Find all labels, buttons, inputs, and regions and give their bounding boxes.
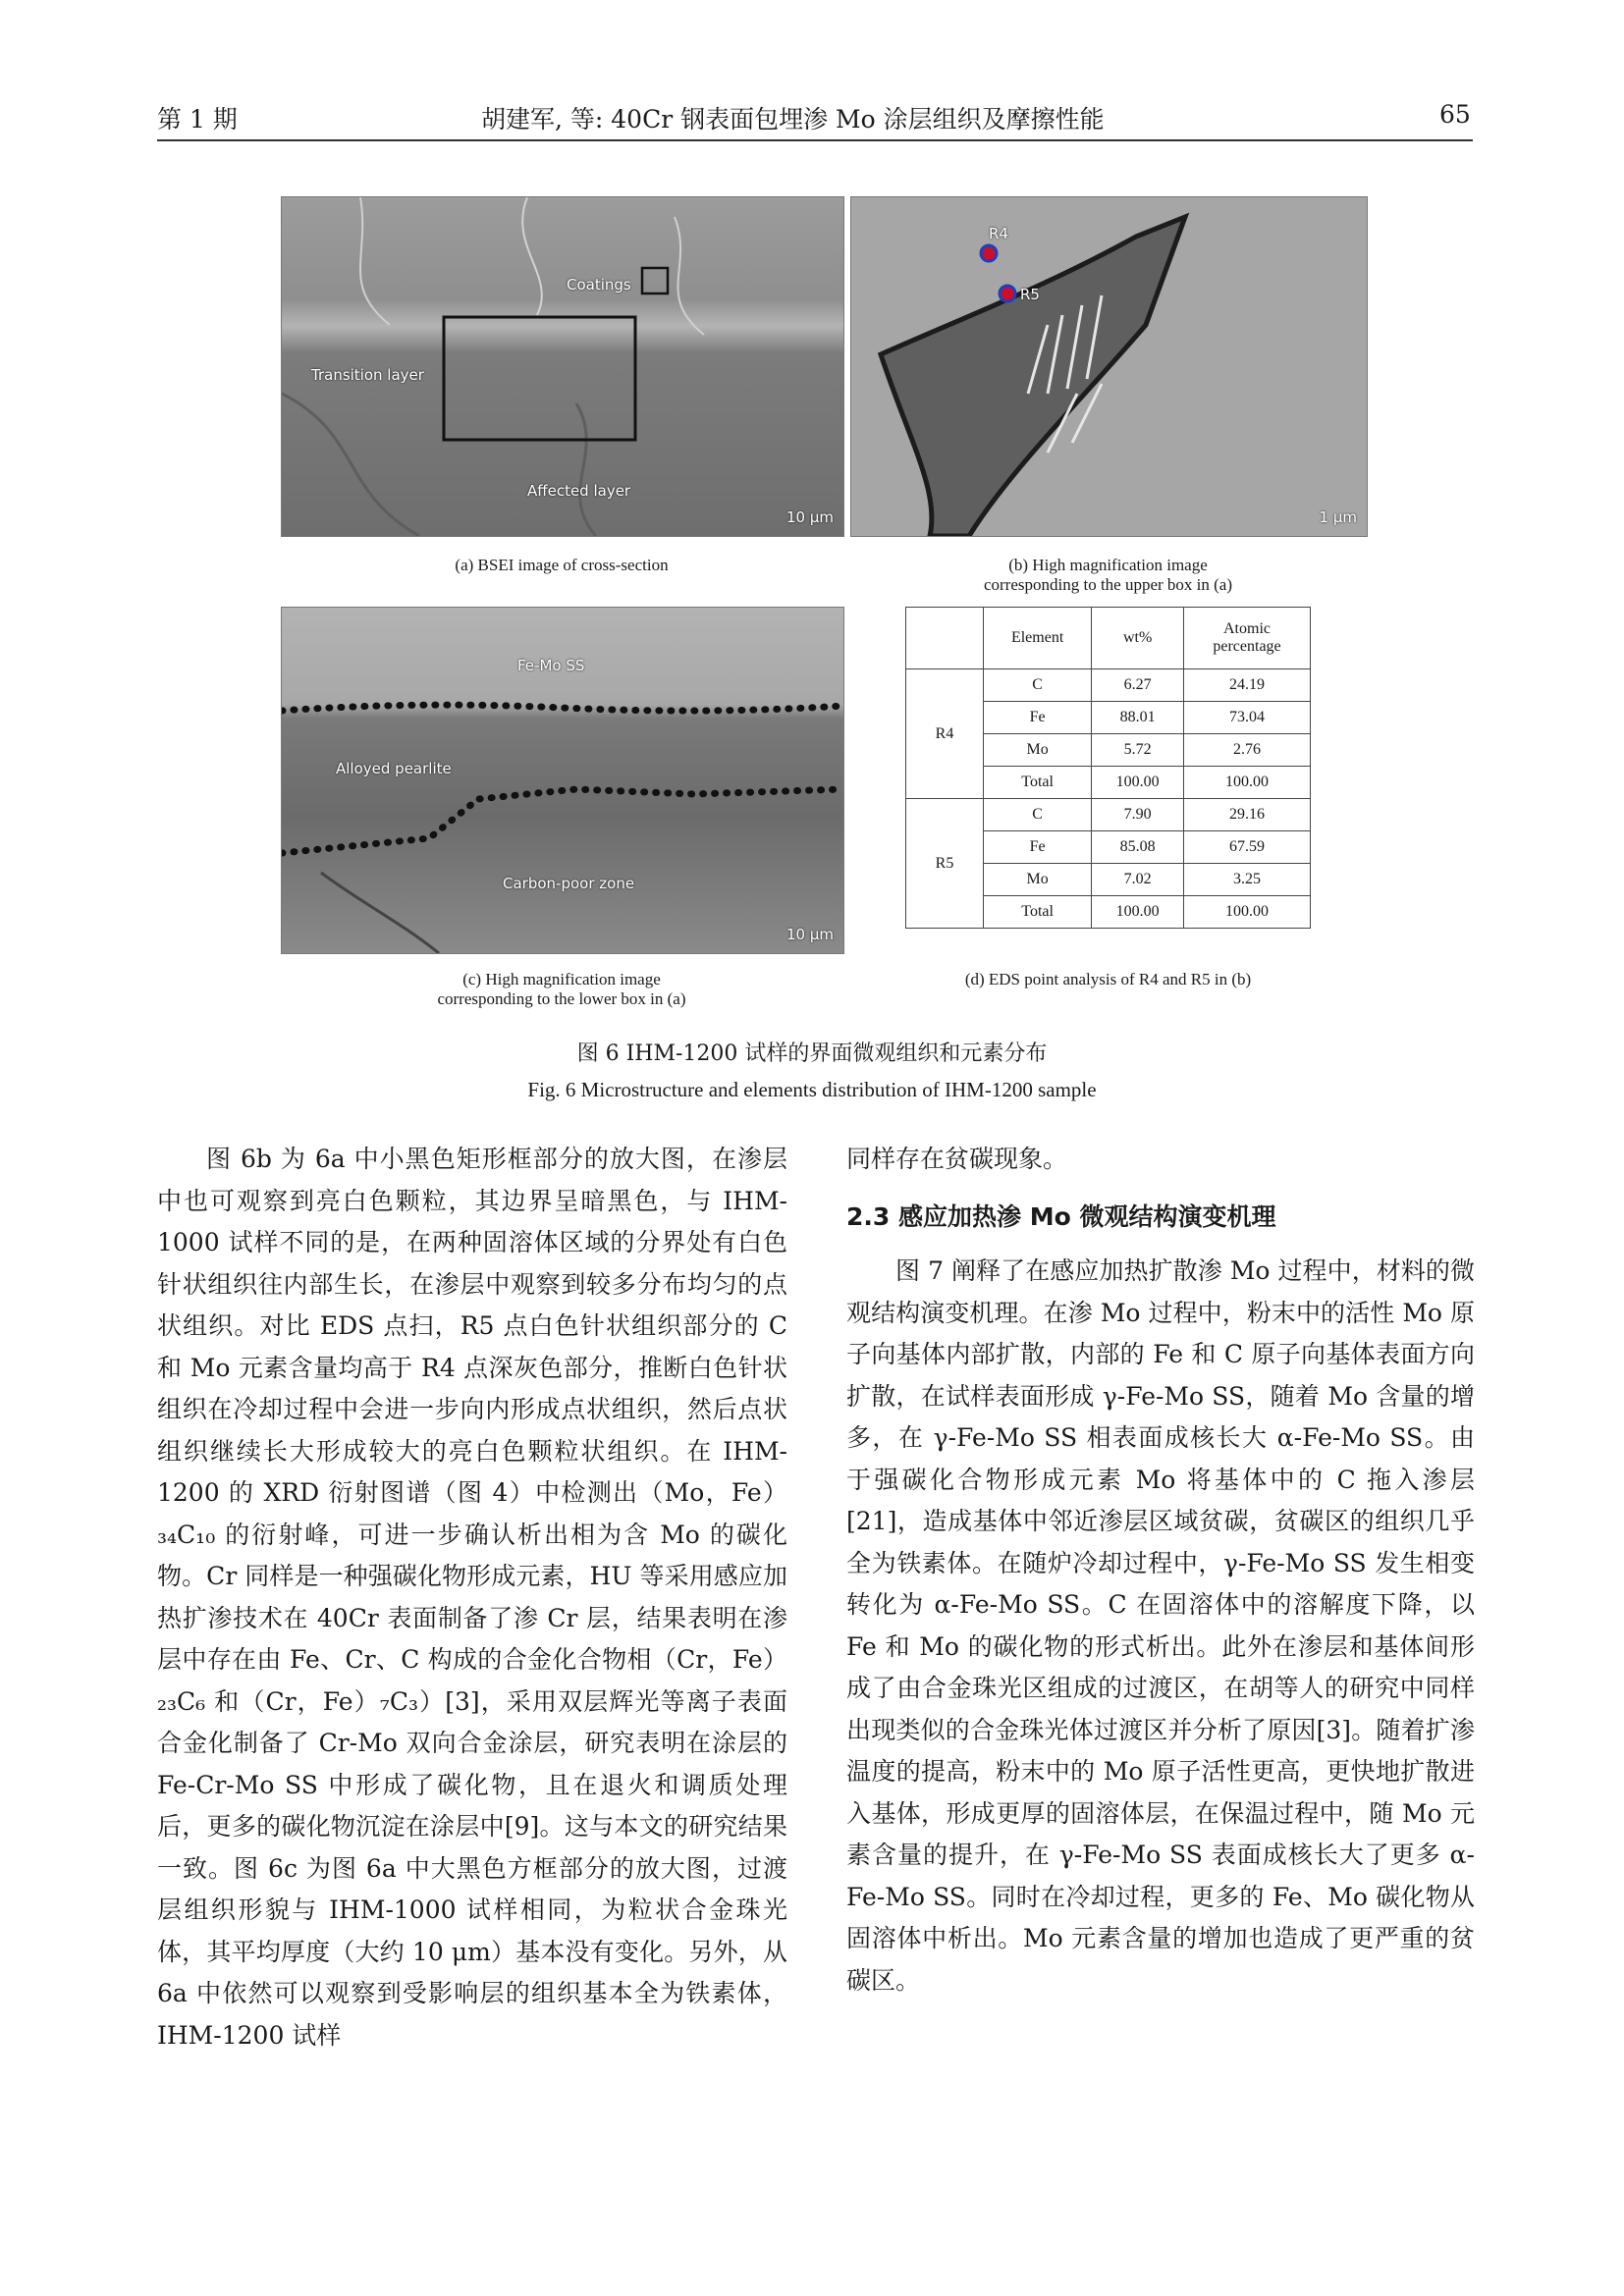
scale-bar-a: 10 μm	[785, 508, 834, 526]
caption-c-line1: (c) High magnification image	[462, 970, 661, 988]
eds-header-point	[906, 608, 984, 669]
caption-a: (a) BSEI image of cross-section	[455, 556, 669, 574]
eds-table	[905, 607, 1311, 929]
page-number: 65	[1439, 100, 1471, 129]
eds-point-r4: R4	[906, 669, 984, 799]
left-paragraph: 图 6b 为 6a 中小黑色矩形框部分的放大图，在渗层中也可观察到亮白色颗粒，其边界呈暗黑色，与 IHM-1000 试样不同的是，在两种固溶体区域的分界处有白色针状组织往内部生长，在渗层中观察到较多分布均匀的点状组织。对比 EDS 点扫，R5 点白色针状组织部分的 C 和 Mo 元素含量均高于 R4 点深灰色部分，推断白色针状组织在冷却过程中会进一步向内形成点状组织，然后点状组织继续长大形成较大的亮白色颗粒状组织。在 IHM-1200 的 XRD 衍射图谱（图 4）中检测出（Mo，Fe）₃₄C₁₀ 的衍射峰，可进一步确认析出相为含 Mo 的碳化物。Cr 同样是一种强碳化物形成元素，HU 等采用感应加热扩渗技术在 40Cr 表面制备了渗 Cr 层，结果表明在渗层中存在由 Fe、Cr、C 构成的合金化合物相（Cr，Fe）₂₃C₆ 和（Cr，Fe）₇C₃）[3]，采用双层辉光等离子表面合金化制备了 Cr-Mo 双向合金涂层，研究表明在涂层的 Fe-Cr-Mo SS 中形成了碳化物，且在退火和调质处理后，更多的碳化物沉淀在涂层中[9]。这与本文的研究结果一致。图 6c 为图 6a 中大黑色方框部分的放大图，过渡层组织形貌与 IHM-1000 试样相同，为粒状合金珠光体，其平均厚度（大约 10 μm）基本没有变化。另外，从 6a 中依然可以观察到受影响层的组织基本全为铁素体，IHM-1200 试样	[157, 1145, 787, 2050]
eds-cell: 29.16	[1184, 799, 1311, 831]
eds-cell: 67.59	[1184, 831, 1311, 864]
eds-cell: 88.01	[1092, 702, 1184, 734]
eds-cell: 100.00	[1184, 896, 1311, 929]
upper-box	[642, 268, 668, 294]
eds-cell: Mo	[984, 864, 1092, 896]
eds-point-r5: R5	[906, 799, 984, 929]
panel-b-texture	[851, 197, 1367, 536]
eds-header-row	[906, 608, 1311, 669]
eds-cell: Fe	[984, 702, 1092, 734]
figure-panel-a	[281, 196, 844, 537]
header-rule	[157, 139, 1473, 141]
eds-cell: Fe	[984, 831, 1092, 864]
label-carbon-poor-zone: Carbon-poor zone	[503, 875, 635, 892]
right-continuation: 同样存在贫碳现象。	[846, 1145, 1068, 1173]
eds-cell: C	[984, 669, 1092, 702]
scale-bar-c: 10 μm	[785, 926, 834, 943]
eds-cell: 100.00	[1092, 767, 1184, 799]
eds-cell: 85.08	[1092, 831, 1184, 864]
label-fe-mo-ss: Fe-Mo SS	[517, 657, 585, 674]
caption-c	[281, 970, 842, 1009]
lower-box	[444, 317, 635, 440]
caption-d: (d) EDS point analysis of R4 and R5 in (b)	[964, 970, 1252, 988]
eds-header-wt: wt%	[1092, 608, 1184, 669]
eds-cell: 24.19	[1184, 669, 1311, 702]
eds-cell: 7.02	[1092, 864, 1184, 896]
eds-cell: 5.72	[1092, 734, 1184, 767]
figure-panel-c	[281, 607, 844, 954]
marker-r5	[1000, 286, 1015, 301]
eds-cell: 100.00	[1092, 896, 1184, 929]
table-row	[906, 799, 1311, 831]
eds-cell: Total	[984, 896, 1092, 929]
eds-header-element: Element	[984, 608, 1092, 669]
eds-cell: 2.76	[1184, 734, 1311, 767]
eds-cell: 3.25	[1184, 864, 1311, 896]
eds-cell: C	[984, 799, 1092, 831]
figure-caption-en: Fig. 6 Microstructure and elements distribution of IHM-1200 sample	[527, 1078, 1097, 1101]
interface-dots-lower	[282, 789, 843, 853]
eds-header-atomic: Atomic percentage	[1184, 608, 1311, 669]
interface-dots-upper	[282, 705, 843, 711]
right-paragraph: 图 7 阐释了在感应加热扩散渗 Mo 过程中，材料的微观结构演变机理。在渗 Mo 过程中，粉末中的活性 Mo 原子向基体内部扩散，内部的 Fe 和 C 原子向基体表面方向扩散，在试样表面形成 γ-Fe-Mo SS，随着 Mo 含量的增多，在 γ-Fe-Mo SS 相表面成核长大 α-Fe-Mo SS。由于强碳化合物形成元素 Mo 将基体中的 C 拖入渗层[21]，造成基体中邻近渗层区域贫碳，贫碳区的组织几乎全为铁素体。在随炉冷却过程中，γ-Fe-Mo SS 发生相变转化为 α-Fe-Mo SS。C 在固溶体中的溶解度下降，以 Fe 和 Mo 的碳化物的形式析出。此外在渗层和基体间形成了由合金珠光区组成的过渡区，在胡等人的研究中同样出现类似的合金珠光体过渡区并分析了原因[3]。随着扩渗温度的提高，粉末中的 Mo 原子活性更高，更快地扩散进入基体，形成更厚的固溶体层，在保温过程中，随 Mo 元素含量的提升，在 γ-Fe-Mo SS 表面成核长大了更多 α-Fe-Mo SS。同时在冷却过程，更多的 Fe、Mo 碳化物从固溶体中析出。Mo 元素含量的增加也造成了更严重的贫碳区。	[846, 1256, 1475, 1995]
caption-b	[850, 556, 1366, 595]
right-column	[846, 1251, 1475, 2002]
eds-cell: Mo	[984, 734, 1092, 767]
label-transition-layer: Transition layer	[311, 366, 424, 384]
eds-cell: 7.90	[1092, 799, 1184, 831]
table-row	[906, 669, 1311, 702]
eds-cell: Total	[984, 767, 1092, 799]
left-column	[157, 1139, 787, 2056]
caption-b-line2: corresponding to the upper box in (a)	[983, 575, 1233, 594]
running-title: 胡建军, 等: 40Cr 钢表面包埋渗 Mo 涂层组织及摩擦性能	[481, 105, 1105, 133]
eds-cell: 6.27	[1092, 669, 1184, 702]
label-coatings: Coatings	[567, 276, 631, 294]
eds-cell: 73.04	[1184, 702, 1311, 734]
eds-cell: 100.00	[1184, 767, 1311, 799]
label-r5: R5	[1020, 286, 1040, 303]
caption-c-line2: corresponding to the lower box in (a)	[437, 989, 686, 1008]
marker-r4	[981, 245, 997, 261]
figure-panel-b	[850, 196, 1368, 537]
right-column-continuation	[846, 1139, 1475, 1181]
label-alloyed-pearlite: Alloyed pearlite	[336, 760, 452, 777]
label-r4: R4	[989, 225, 1008, 242]
issue-number: 第 1 期	[157, 105, 238, 133]
caption-b-line1: (b) High magnification image	[1008, 556, 1208, 574]
section-heading: 2.3 感应加热渗 Mo 微观结构演变机理	[846, 1202, 1276, 1231]
scale-bar-b: 1 μm	[1319, 508, 1357, 526]
figure-caption-cn: 图 6 IHM-1200 试样的界面微观组织和元素分布	[576, 1041, 1048, 1066]
label-affected-layer: Affected layer	[527, 482, 631, 500]
